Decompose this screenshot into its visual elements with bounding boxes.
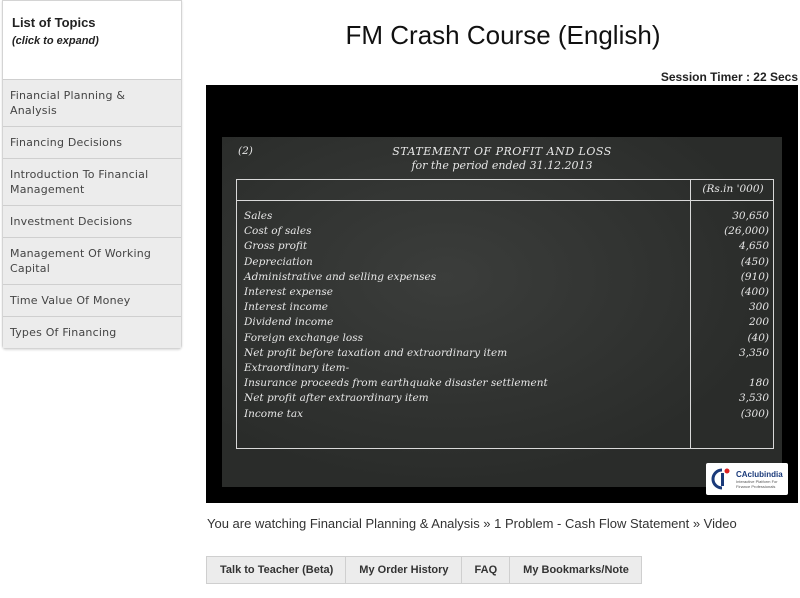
sidebar-subtitle: (click to expand) bbox=[12, 35, 99, 47]
topic-intro-financial-management[interactable]: Introduction To Financial Management bbox=[3, 158, 181, 205]
table-column-rule bbox=[690, 180, 691, 448]
statement-row-label: Income tax bbox=[244, 407, 304, 420]
statement-row-value: (400) bbox=[740, 286, 769, 298]
tab-bookmarks-note[interactable]: My Bookmarks/Note bbox=[523, 564, 629, 576]
page-title: FM Crash Course (English) bbox=[345, 20, 661, 50]
statement-row-value: 200 bbox=[748, 316, 769, 329]
logo-tagline: Interactive Platform For Finance Professionals bbox=[736, 478, 778, 489]
tab-order-history[interactable]: My Order History bbox=[346, 557, 461, 583]
logo-mark-icon bbox=[710, 467, 732, 491]
statement-row-value: 4,650 bbox=[738, 240, 769, 253]
breadcrumb: You are watching Financial Planning & Analysis » 1 Problem - Cash Flow Statement » Video bbox=[207, 516, 737, 531]
statement-row-label: Net profit before taxation and extraordinary item bbox=[244, 346, 508, 359]
statement-row-value: 30,650 bbox=[732, 210, 769, 222]
statement-row-label: Sales bbox=[244, 210, 273, 222]
statement-row-label: Insurance proceeds from earthquake disaster settlement bbox=[244, 377, 548, 390]
chalkboard bbox=[222, 137, 782, 487]
session-timer: Session Timer : 22 Secs bbox=[660, 70, 798, 84]
statement-row-label: Net profit after extraordinary item bbox=[244, 392, 429, 405]
caclubindia-logo bbox=[706, 463, 788, 495]
statement-row-value: 3,350 bbox=[738, 346, 769, 359]
statement-row-label: Gross profit bbox=[244, 240, 308, 253]
statement-subheading: for the period ended 31.12.2013 bbox=[411, 159, 593, 172]
statement-row-value: (40) bbox=[747, 331, 769, 344]
statement-row-value: (910) bbox=[740, 270, 769, 283]
statement-row-label: Extraordinary item- bbox=[244, 362, 350, 374]
topic-time-value-of-money[interactable]: Time Value Of Money bbox=[3, 284, 181, 316]
statement-row-value: (26,000) bbox=[724, 225, 769, 238]
table-rule bbox=[237, 200, 773, 201]
statement-row-label: Depreciation bbox=[244, 255, 313, 268]
topics-sidebar bbox=[2, 0, 182, 349]
statement-row-label: Dividend income bbox=[244, 316, 334, 329]
tab-faq[interactable]: FAQ bbox=[462, 557, 511, 583]
statement-row-label: Interest income bbox=[244, 301, 329, 314]
problem-number: (2) bbox=[238, 145, 253, 157]
statement-row-value: 300 bbox=[748, 301, 769, 314]
statement-table bbox=[236, 179, 774, 449]
statement-row-label: Administrative and selling expenses bbox=[244, 270, 437, 283]
video-player[interactable] bbox=[206, 85, 798, 503]
unit-label: (Rs.in '000) bbox=[702, 183, 764, 195]
statement-row-value: (450) bbox=[740, 255, 769, 268]
topic-financial-planning[interactable]: Financial Planning & Analysis bbox=[3, 79, 181, 126]
statement-row-value: 180 bbox=[748, 377, 769, 390]
logo-name: CAclubindia bbox=[736, 469, 783, 479]
tab-talk-to-teacher[interactable]: Talk to Teacher (Beta) bbox=[207, 557, 346, 583]
statement-row-label: Cost of sales bbox=[244, 225, 312, 238]
topic-working-capital[interactable]: Management Of Working Capital bbox=[3, 237, 181, 284]
sidebar-header[interactable] bbox=[3, 1, 181, 79]
statement-row-value: 3,530 bbox=[738, 392, 769, 405]
sidebar-title: List of Topics bbox=[12, 15, 96, 30]
topic-types-of-financing[interactable]: Types Of Financing bbox=[3, 316, 181, 348]
bottom-tabs bbox=[206, 556, 642, 584]
topic-financing-decisions[interactable]: Financing Decisions bbox=[3, 126, 181, 158]
statement-row-label: Foreign exchange loss bbox=[244, 331, 363, 344]
statement-heading: STATEMENT OF PROFIT AND LOSS bbox=[392, 145, 612, 158]
topic-investment-decisions[interactable]: Investment Decisions bbox=[3, 205, 181, 237]
statement-row-label: Interest expense bbox=[244, 286, 333, 298]
statement-row-value: (300) bbox=[740, 407, 769, 420]
